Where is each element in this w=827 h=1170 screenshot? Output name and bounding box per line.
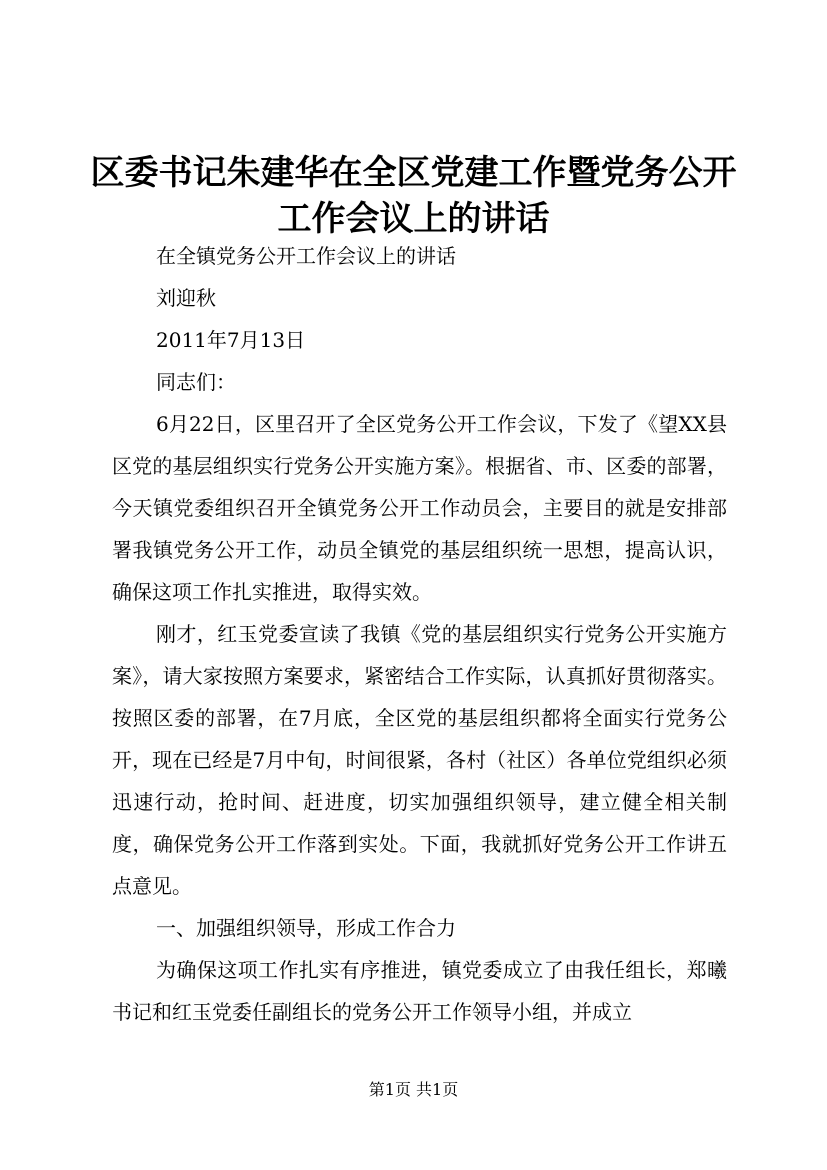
section-heading: 一、加强组织领导，形成工作合力 — [156, 916, 456, 940]
subtitle: 在全镇党务公开工作会议上的讲话 — [156, 244, 456, 268]
paragraph-1: 6月22日，区里召开了全区党务公开工作会议，下发了《望XX县区党的基层组织实行党务公开实施方案》。根据省、市、区委的部署，今天镇党委组织召开全镇党务公开工作动员会，主要目的就是安排部署我镇党务公开工作，动员全镇党的基层组织统一思想，提高认识，确保这项工作扎实推进，取得实效。 — [112, 412, 727, 604]
document-title: 区委书记朱建华在全区党建工作暨党务公开工作会议上的讲话 — [90, 153, 737, 239]
salutation: 同志们： — [156, 370, 236, 394]
author-name: 刘迎秋 — [156, 286, 216, 310]
document-body — [112, 235, 727, 1033]
speech-date: 2011年7月13日 — [156, 328, 306, 352]
paragraph-3: 为确保这项工作扎实有序推进，镇党委成立了由我任组长，郑曦书记和红玉党委任副组长的党务公开工作领导小组，并成立 — [112, 958, 727, 1024]
paragraph-2: 刚才，红玉党委宣读了我镇《党的基层组织实行党务公开实施方案》，请大家按照方案要求，紧密结合工作实际，认真抓好贯彻落实。按照区委的部署，在7月底，全区党的基层组织都将全面实行党务公开，现在已经是7月中旬，时间很紧，各村（社区）各单位党组织必须迅速行动，抢时间、赶进度，切实加强组织领导，建立健全相关制度，确保党务公开工作落到实处。下面，我就抓好党务公开工作讲五点意见。 — [112, 622, 727, 898]
page-number-footer: 第1页 共1页 — [368, 1080, 459, 1099]
